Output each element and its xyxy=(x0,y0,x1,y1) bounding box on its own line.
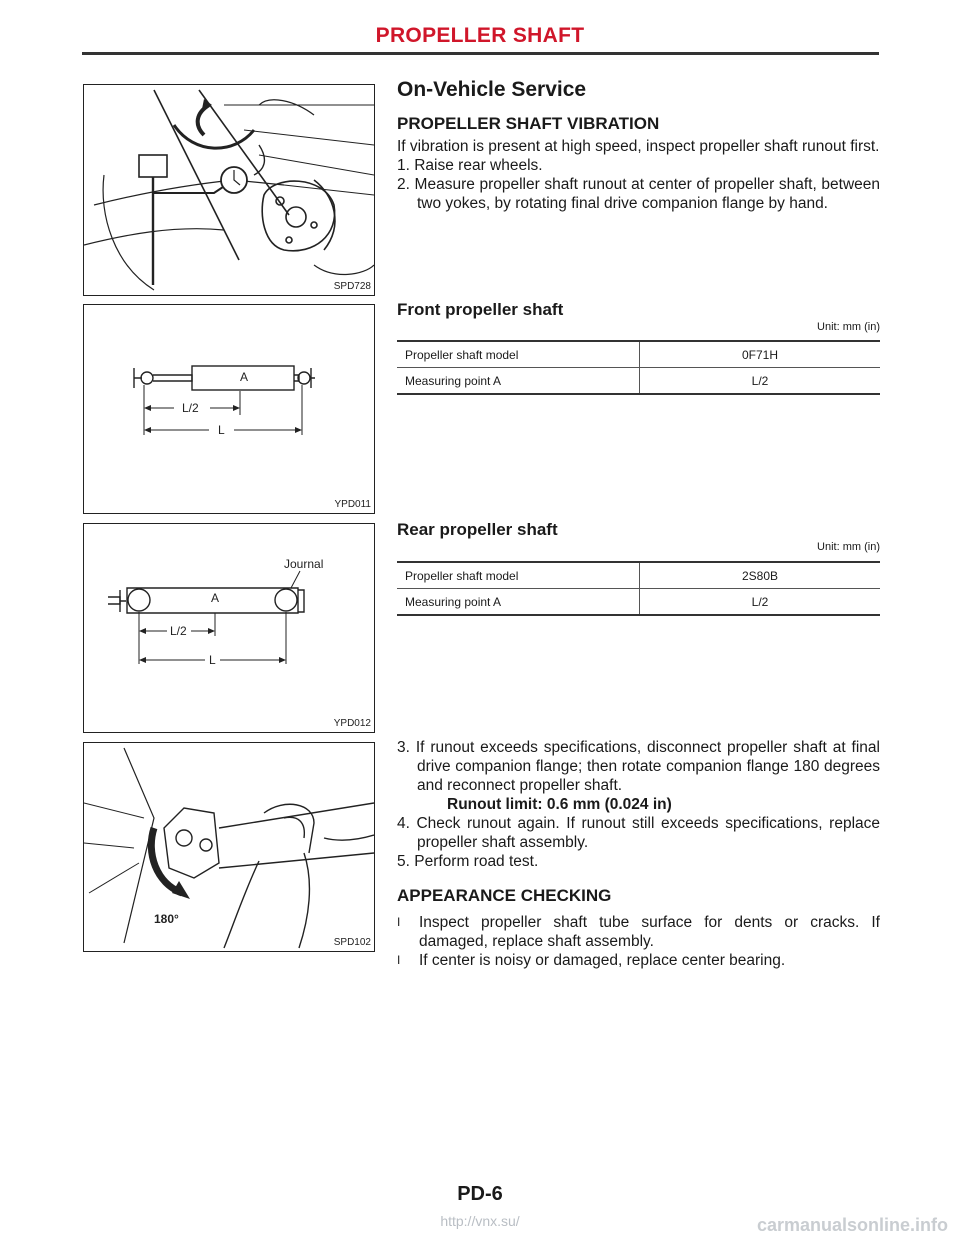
table-row xyxy=(397,562,880,589)
label-journal: Journal xyxy=(284,557,324,571)
front-shaft-diagram xyxy=(84,305,374,513)
page-header-title: PROPELLER SHAFT xyxy=(375,24,585,47)
front-shaft-table xyxy=(397,340,880,395)
rear-shaft-unit: Unit: mm (in) xyxy=(817,541,880,553)
figure-runout-measurement xyxy=(83,84,375,296)
label-rotation-angle: 180° xyxy=(154,912,179,926)
bullet-icon: I xyxy=(397,953,401,967)
table-cell-label: Propeller shaft model xyxy=(397,341,640,368)
table-cell-value: L/2 xyxy=(640,589,881,616)
table-cell-value: 2S80B xyxy=(640,562,881,589)
figure-rear-shaft-diagram xyxy=(83,523,375,733)
label-point-a: A xyxy=(211,591,220,605)
step-3: 3. If runout exceeds specifications, disconnect propeller shaft at final drive companion flange; then rotate companion flange 180 degrees and reconnect propeller shaft. xyxy=(397,739,880,794)
appearance-block xyxy=(397,886,880,970)
label-length: L xyxy=(218,423,225,437)
vibration-intro: If vibration is present at high speed, inspect propeller shaft runout first. xyxy=(397,138,880,155)
table-row xyxy=(397,589,880,616)
rear-shaft-heading: Rear propeller shaft xyxy=(397,520,558,539)
page-number: PD-6 xyxy=(457,1183,503,1205)
vibration-step-1: 1. Raise rear wheels. xyxy=(397,157,543,174)
table-cell-label: Measuring point A xyxy=(397,368,640,395)
step-4: 4. Check runout again. If runout still exceeds specifications, replace propeller shaft assembly. xyxy=(397,815,880,851)
rear-shaft-diagram xyxy=(84,524,374,732)
list-item xyxy=(397,951,880,970)
bullet-icon: I xyxy=(397,915,401,929)
vibration-block xyxy=(397,114,880,213)
section-title: On-Vehicle Service xyxy=(397,78,587,101)
runout-measurement-illustration xyxy=(84,85,374,295)
runout-limit: Runout limit: 0.6 mm (0.024 in) xyxy=(447,796,672,813)
front-shaft-heading-wrap xyxy=(397,300,880,319)
front-shaft-unit: Unit: mm (in) xyxy=(817,321,880,333)
steps-block xyxy=(397,738,880,871)
figure-code: SPD728 xyxy=(333,281,371,292)
table-row xyxy=(397,341,880,368)
section-title-wrap xyxy=(397,80,880,99)
flange-rotation-illustration xyxy=(84,743,374,951)
front-shaft-heading: Front propeller shaft xyxy=(397,300,564,319)
vibration-heading: PROPELLER SHAFT VIBRATION xyxy=(397,114,660,133)
header-divider xyxy=(82,52,879,55)
table-row xyxy=(397,368,880,395)
label-half-length: L/2 xyxy=(182,401,199,415)
table-cell-label: Measuring point A xyxy=(397,589,640,616)
label-point-a: A xyxy=(240,370,249,384)
figure-code: YPD012 xyxy=(333,718,371,729)
label-half-length: L/2 xyxy=(170,624,187,638)
watermark: carmanualsonline.info xyxy=(756,1215,948,1235)
figure-front-shaft-diagram xyxy=(83,304,375,514)
list-item-text: Inspect propeller shaft tube surface for dents or cracks. If damaged, replace shaft assembly. xyxy=(419,914,880,950)
rear-shaft-table xyxy=(397,561,880,616)
appearance-heading: APPEARANCE CHECKING xyxy=(397,886,612,905)
vibration-step-2: 2. Measure propeller shaft runout at center of propeller shaft, between two yokes, by rotating final drive companion flange by hand. xyxy=(397,176,880,212)
table-cell-label: Propeller shaft model xyxy=(397,562,640,589)
table-cell-value: 0F71H xyxy=(640,341,881,368)
label-length: L xyxy=(209,653,216,667)
list-item-text: If center is noisy or damaged, replace center bearing. xyxy=(419,952,786,969)
rear-shaft-heading-wrap xyxy=(397,520,880,539)
list-item xyxy=(397,913,880,951)
footer-url-link[interactable]: http://vnx.su/ xyxy=(440,1213,520,1229)
step-5: 5. Perform road test. xyxy=(397,853,539,870)
figure-code: YPD011 xyxy=(334,499,371,510)
figure-companion-flange-rotation xyxy=(83,742,375,952)
table-cell-value: L/2 xyxy=(640,368,881,395)
figure-code: SPD102 xyxy=(333,937,371,948)
